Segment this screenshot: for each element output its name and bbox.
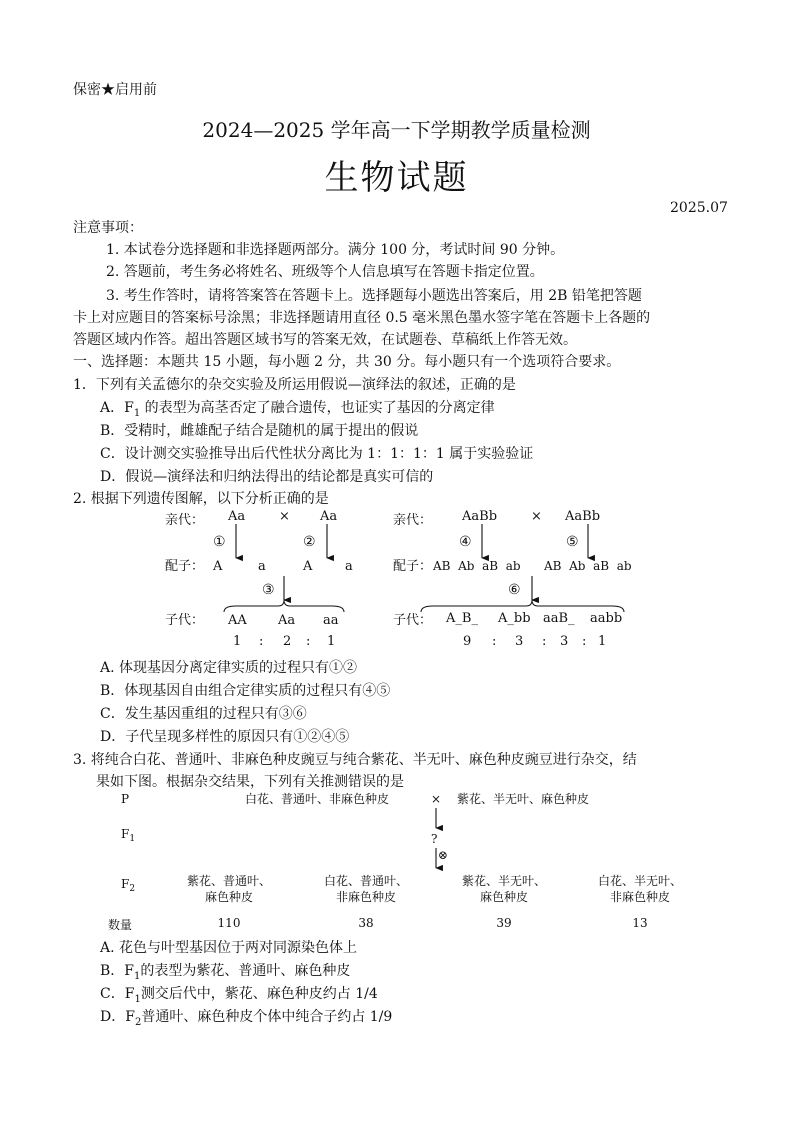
marker-4: ④ <box>459 534 472 550</box>
notice-item-2: 2. 答题前，考生务必将姓名、班级等个人信息填写在答题卡指定位置。 <box>106 264 544 280</box>
left-ratio-1: 1 <box>233 634 242 649</box>
right-offspring-1: A_B_ <box>446 611 478 626</box>
f2-count-4: 13 <box>632 916 648 930</box>
q2-option-d: D．子代呈现多样性的原因只有①②④⑤ <box>100 729 350 745</box>
right-ratio-sep-1: : <box>492 634 497 649</box>
left-ratio-sep-2: : <box>306 634 311 649</box>
exam-date: 2025.07 <box>670 200 728 216</box>
left-ratio-2: 2 <box>283 634 292 649</box>
q1-option-c: C．设计测交实验推导出后代性状分离比为 1：1：1：1 属于实验验证 <box>100 446 534 462</box>
left-ratio-3: 1 <box>327 634 336 649</box>
notice-item-3-line3: 答题区域内作答。超出答题区域书写的答案无效，在试题卷、草稿纸上作答无效。 <box>73 332 577 348</box>
right-parent-label: 亲代： <box>393 513 433 528</box>
q2-option-c: C．发生基因重组的过程只有③⑥ <box>100 706 307 722</box>
f2-phenotype-2-line1: 白花、普通叶、 <box>323 874 409 888</box>
marker-6: ⑥ <box>508 582 521 598</box>
q3-stem-line2: 果如下图。根据杂交结果，下列有关推测错误的是 <box>96 774 404 790</box>
left-offspring-3: aa <box>323 613 339 628</box>
marker-5: ⑤ <box>566 534 579 550</box>
f2-phenotype-4-line1: 白花、半无叶、 <box>597 874 683 888</box>
right-offspring-2: A_bb <box>498 611 531 626</box>
q2-option-b: B．体现基因自由组合定律实质的过程只有④⑤ <box>100 683 391 699</box>
left-parent-1: Aa <box>228 509 246 524</box>
f1-label: $F_1$ <box>121 827 136 844</box>
f2-phenotype-1-line1: 紫花、普通叶、 <box>186 874 272 888</box>
left-gamete-4: a <box>345 559 353 574</box>
f2-phenotype-3-line1: 紫花、半无叶、 <box>461 874 547 888</box>
marker-3: ③ <box>262 582 275 598</box>
q1-stem: 1．下列有关孟德尔的杂交实验及所运用假说—演绎法的叙述，正确的是 <box>73 377 516 393</box>
left-parent-2: Aa <box>320 509 338 524</box>
section-one-title: 一、选择题：本题共 15 小题，每小题 2 分，共 30 分。每小题只有一个选项符合要求。 <box>73 354 621 370</box>
notice-item-3-line1: 3. 考生作答时，请将答案答在答题卡上。选择题每小题选出答案后，用 2B 铅笔把答题 <box>106 288 642 304</box>
self-cross-symbol: ⊗ <box>438 848 449 862</box>
left-gamete-1: A <box>213 559 223 574</box>
q2-option-a: A. 体现基因分离定律实质的过程只有①② <box>100 660 358 676</box>
right-cross: × <box>531 509 542 524</box>
p-label: P <box>121 792 130 806</box>
right-offspring-label: 子代： <box>393 613 433 628</box>
right-ratio-sep-3: : <box>582 634 587 649</box>
right-ratio-2: 3 <box>515 634 524 649</box>
q1-option-a: A．$F_1$ 的表型为高茎否定了融合遗传，也证实了基因的分离定律 <box>100 400 495 419</box>
quantity-label: 数量 <box>108 918 133 932</box>
p-cross: × <box>431 792 442 806</box>
notice-item-1: 1. 本试卷分选择题和非选择题两部分。满分 100 分，考试时间 90 分钟。 <box>106 242 565 258</box>
q3-option-b: B．$F_1$的表型为紫花、普通叶、麻色种皮 <box>100 963 351 982</box>
right-ratio-4: 1 <box>598 634 607 649</box>
f2-label: $F_2$ <box>121 877 136 894</box>
left-offspring-2: Aa <box>278 613 296 628</box>
confidential-mark: 保密★启用前 <box>73 82 157 98</box>
left-gamete-2: a <box>258 559 266 574</box>
q1-option-d: D．假说—演绎法和归纳法得出的结论都是真实可信的 <box>100 469 434 485</box>
f1-value: ? <box>431 832 438 846</box>
f2-phenotype-4-line2: 非麻色种皮 <box>609 890 671 904</box>
left-offspring-label: 子代： <box>165 613 205 628</box>
p-parent-left: 白花、普通叶、非麻色种皮 <box>245 792 390 806</box>
f2-phenotype-3-line2: 麻色种皮 <box>479 890 529 904</box>
left-ratio-sep-1: : <box>259 634 264 649</box>
left-offspring-1: AA <box>228 613 247 628</box>
marker-1: ① <box>213 534 226 550</box>
left-parent-label: 亲代： <box>165 513 205 528</box>
notice-title: 注意事项： <box>73 220 143 236</box>
right-ratio-sep-2: : <box>542 634 547 649</box>
q1-option-b: B．受精时，雌雄配子结合是随机的属于提出的假说 <box>100 423 419 439</box>
subject-title: 生物试题 <box>324 158 469 198</box>
right-gamete-label: 配子： <box>393 559 433 574</box>
q3-stem-line1: 3. 将纯合白花、普通叶、非麻色种皮豌豆与纯合紫花、半无叶、麻色种皮豌豆进行杂交，结 <box>73 752 637 768</box>
notice-item-3-line2: 卡上对应题目的答案标号涂黑；非选择题请用直径 0.5 毫米黑色墨水签字笔在答题卡上各题的 <box>73 310 651 326</box>
f2-count-3: 39 <box>496 916 512 930</box>
p-parent-right: 紫花、半无叶、麻色种皮 <box>457 792 590 806</box>
f2-count-2: 38 <box>358 916 374 930</box>
right-offspring-3: aaB_ <box>543 611 575 626</box>
q3-option-a: A. 花色与叶型基因位于两对同源染色体上 <box>100 940 358 956</box>
left-cross: × <box>279 509 290 524</box>
right-gametes-left: AB Ab aB ab <box>433 559 521 573</box>
f2-phenotype-1-line2: 麻色种皮 <box>204 890 254 904</box>
right-ratio-1: 9 <box>463 634 472 649</box>
right-parent-2: AaBb <box>565 509 601 524</box>
q3-option-d: D．$F_2$普通叶、麻色种皮个体中纯合子约占 1/9 <box>100 1009 393 1028</box>
q3-option-c: C．$F_1$测交后代中，紫花、麻色种皮约占 1/4 <box>100 986 378 1005</box>
right-ratio-3: 3 <box>560 634 569 649</box>
right-offspring-4: aabb <box>590 611 623 626</box>
exam-title: 2024—2025 学年高一下学期教学质量检测 <box>202 118 591 142</box>
f2-count-1: 110 <box>217 916 241 930</box>
right-parent-1: AaBb <box>462 509 498 524</box>
marker-2: ② <box>303 534 316 550</box>
right-gametes-right: AB Ab aB ab <box>544 559 632 573</box>
f2-phenotype-2-line2: 非麻色种皮 <box>335 890 397 904</box>
left-gamete-label: 配子： <box>165 559 205 574</box>
q2-stem: 2. 根据下列遗传图解，以下分析正确的是 <box>73 491 329 507</box>
left-gamete-3: A <box>303 559 313 574</box>
